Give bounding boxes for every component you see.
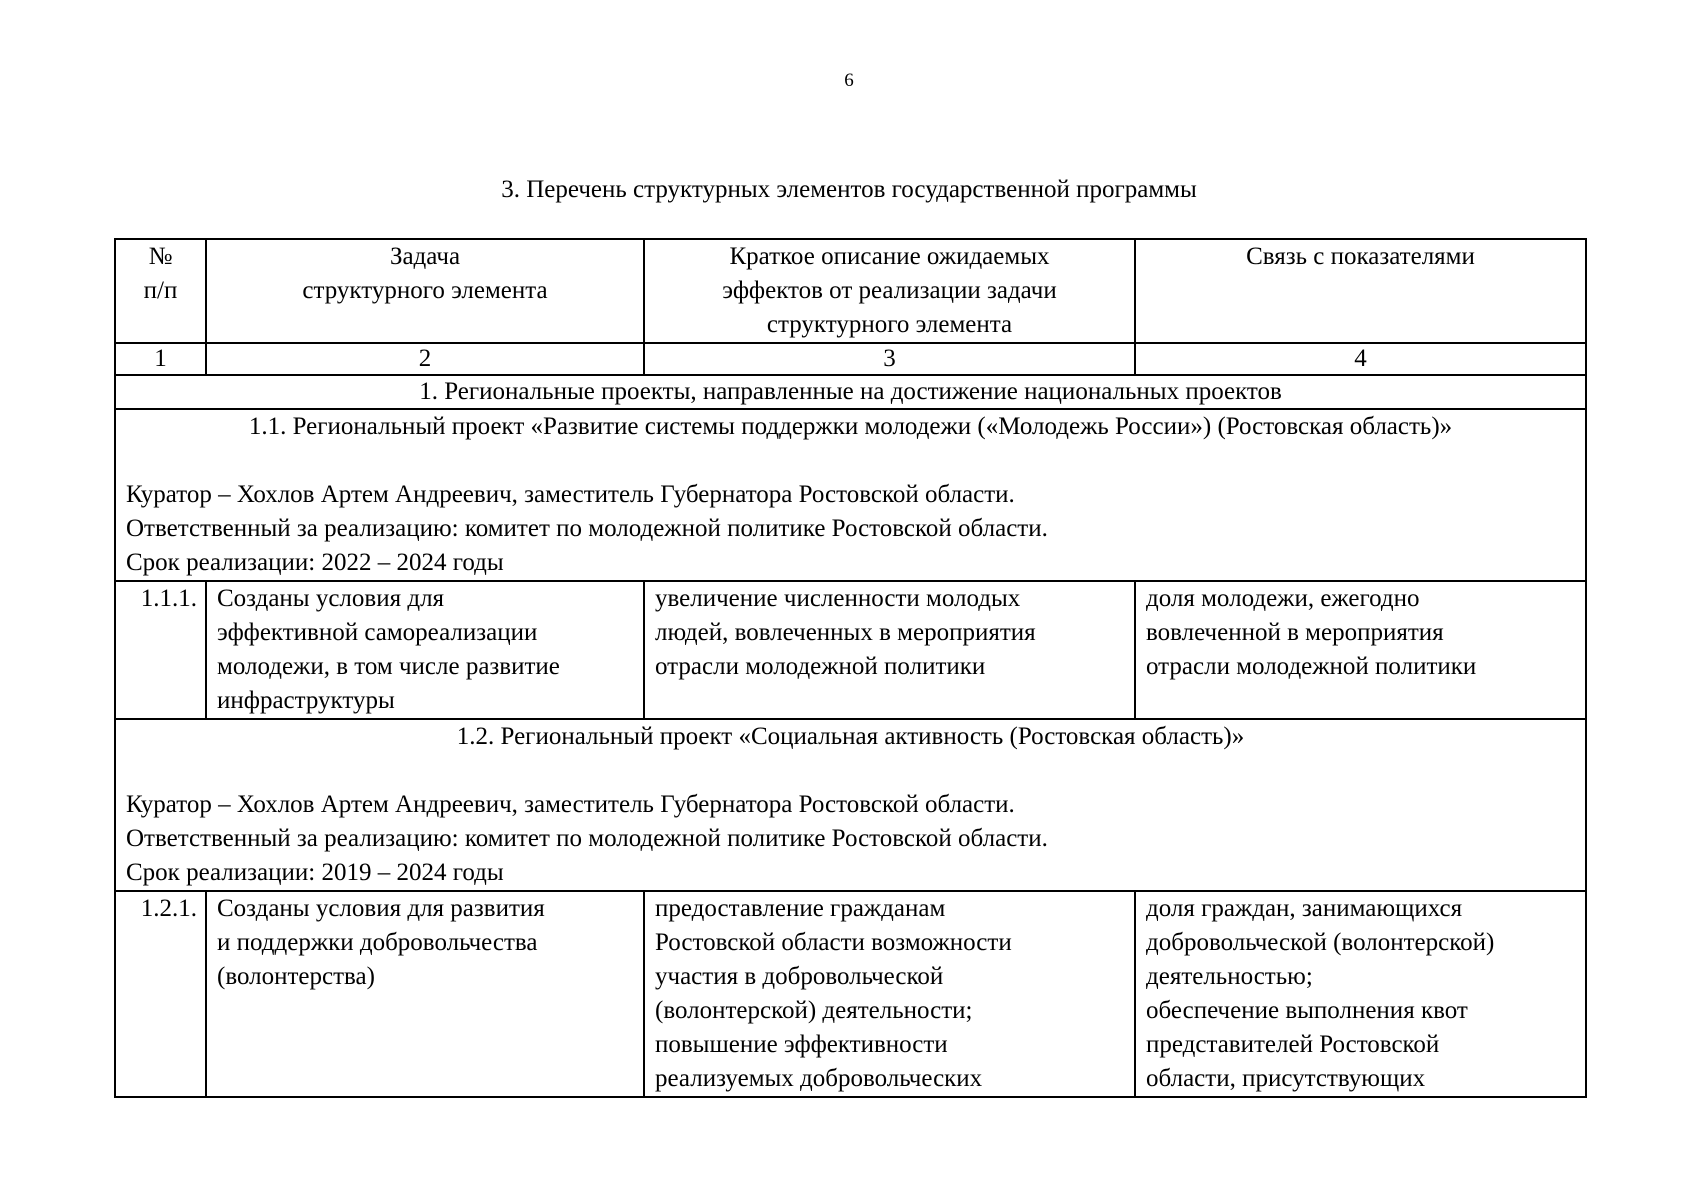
- item-task-line: Созданы условия для развития: [217, 895, 545, 922]
- section-row: [115, 375, 1586, 409]
- item-link: [1135, 581, 1586, 719]
- item-desc-line: увеличение численности молодых: [655, 585, 1021, 612]
- item-task: [206, 891, 644, 1097]
- header-num-line: №: [148, 243, 173, 270]
- table-row: [115, 581, 1586, 719]
- item-desc-line: (волонтерской) деятельности;: [655, 997, 973, 1024]
- project-info: [115, 409, 1586, 581]
- item-link-line: области, присутствующих: [1146, 1065, 1426, 1092]
- item-task: [206, 581, 644, 719]
- item-desc: [644, 581, 1135, 719]
- item-link-line: вовлеченной в мероприятия: [1146, 619, 1444, 646]
- item-link-line: доля молодежи, ежегодно: [1146, 585, 1420, 612]
- project-responsible: Ответственный за реализацию: комитет по молодежной политике Ростовской области.: [126, 515, 1048, 542]
- project-spacer: [126, 444, 1575, 478]
- item-desc: [644, 891, 1135, 1097]
- column-number: 1: [115, 343, 206, 375]
- header-task-line: структурного элемента: [302, 277, 548, 304]
- item-desc-line: повышение эффективности: [655, 1031, 948, 1058]
- header-desc: [644, 239, 1135, 343]
- header-desc-line: эффектов от реализации задачи: [722, 277, 1057, 304]
- project-term: Срок реализации: 2019 – 2024 годы: [126, 859, 504, 886]
- item-number: 1.2.1.: [115, 891, 206, 1097]
- item-task-line: Созданы условия для: [217, 585, 445, 612]
- item-desc-line: реализуемых добровольческих: [655, 1065, 983, 1092]
- item-task-line: молодежи, в том числе развитие: [217, 653, 560, 680]
- item-link-line: добровольческой (волонтерской): [1146, 929, 1495, 956]
- item-task-line: инфраструктуры: [217, 687, 395, 714]
- item-desc-line: отрасли молодежной политики: [655, 653, 986, 680]
- column-number-row: [115, 343, 1586, 375]
- project-info: [115, 719, 1586, 891]
- item-task-line: эффективной самореализации: [217, 619, 538, 646]
- table-header-row: [115, 239, 1586, 343]
- item-link-line: деятельностью;: [1146, 963, 1313, 990]
- item-task-line: (волонтерства): [217, 963, 375, 990]
- column-number: 4: [1135, 343, 1586, 375]
- item-link: [1135, 891, 1586, 1097]
- page-number: 6: [844, 70, 854, 91]
- item-link-line: обеспечение выполнения квот: [1146, 997, 1468, 1024]
- item-desc-line: предоставление гражданам: [655, 895, 946, 922]
- item-link-line: отрасли молодежной политики: [1146, 653, 1477, 680]
- table-row: [115, 891, 1586, 1097]
- header-link: [1135, 239, 1586, 343]
- project-row: [115, 719, 1586, 891]
- header-task-line: Задача: [389, 243, 461, 270]
- project-responsible: Ответственный за реализацию: комитет по молодежной политике Ростовской области.: [126, 825, 1048, 852]
- page-title: 3. Перечень структурных элементов государственной программы: [501, 176, 1197, 203]
- item-number: 1.1.1.: [115, 581, 206, 719]
- structural-elements-table: [114, 238, 1587, 1098]
- project-curator: Куратор – Хохлов Артем Андреевич, заместитель Губернатора Ростовской области.: [126, 791, 1015, 818]
- item-link-line: доля граждан, занимающихся: [1146, 895, 1463, 922]
- header-link-line: Связь с показателями: [1246, 243, 1475, 270]
- project-title: 1.2. Региональный проект «Социальная активность (Ростовская область)»: [456, 723, 1245, 750]
- section-heading: 1. Региональные проекты, направленные на достижение национальных проектов: [115, 375, 1586, 409]
- header-desc-line: структурного элемента: [766, 311, 1013, 338]
- header-num: [115, 239, 206, 343]
- item-link-line: представителей Ростовской: [1146, 1031, 1440, 1058]
- item-desc-line: участия в добровольческой: [655, 963, 944, 990]
- project-term: Срок реализации: 2022 – 2024 годы: [126, 549, 504, 576]
- item-task-line: и поддержки добровольчества: [217, 929, 538, 956]
- item-desc-line: людей, вовлеченных в мероприятия: [655, 619, 1036, 646]
- header-task: [206, 239, 644, 343]
- column-number: 2: [206, 343, 644, 375]
- header-desc-line: Краткое описание ожидаемых: [729, 243, 1050, 270]
- project-curator: Куратор – Хохлов Артем Андреевич, заместитель Губернатора Ростовской области.: [126, 481, 1015, 508]
- project-title: 1.1. Региональный проект «Развитие системы поддержки молодежи («Молодежь России») (Ростовская область)»: [248, 413, 1453, 440]
- project-row: [115, 409, 1586, 581]
- project-spacer: [126, 754, 1575, 788]
- header-num-line: п/п: [143, 277, 178, 304]
- column-number: 3: [644, 343, 1135, 375]
- item-desc-line: Ростовской области возможности: [655, 929, 1012, 956]
